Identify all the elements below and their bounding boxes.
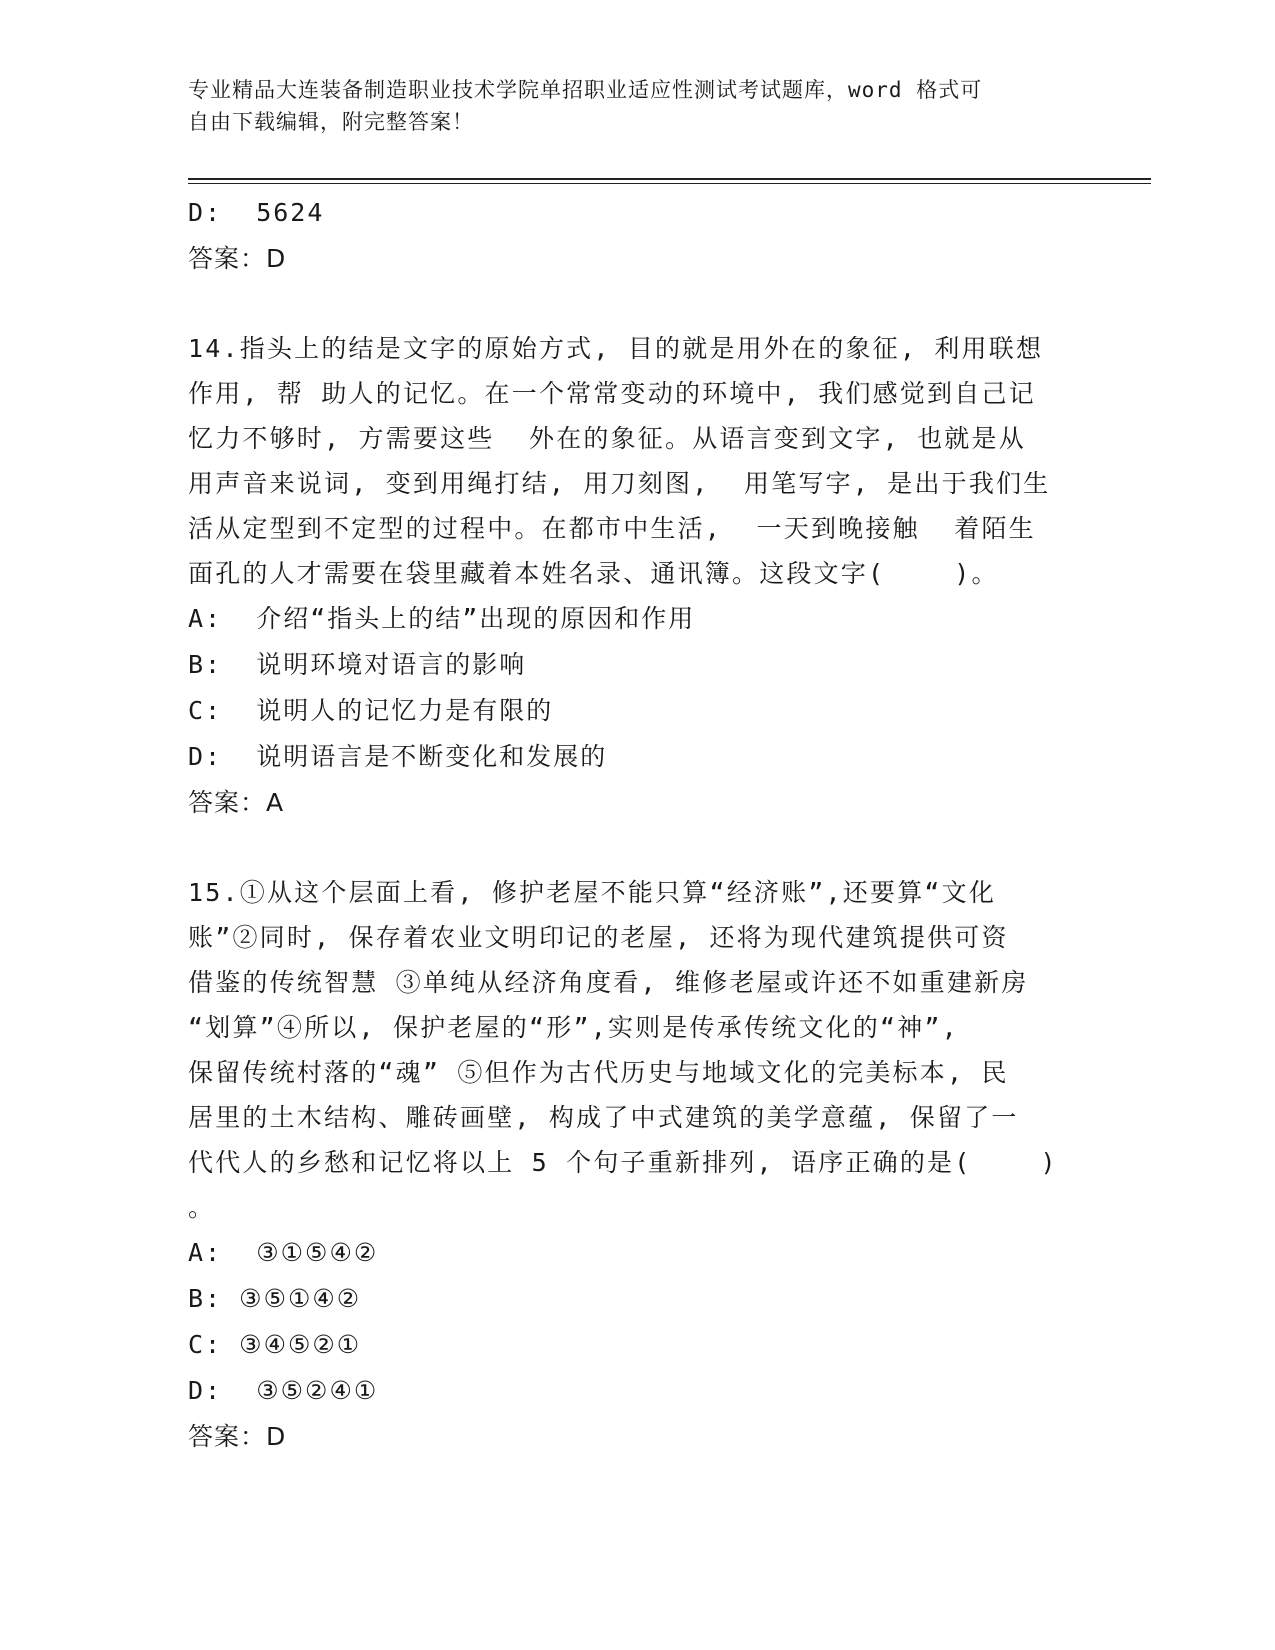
- question-14: [188, 326, 1088, 826]
- question-14-line: 作用, 帮 助人的记忆。在一个常常变动的环境中, 我们感觉到自己记: [188, 379, 1036, 408]
- question-14-line: 用声音来说词, 变到用绳打结, 用刀刻图, 用笔写字, 是出于我们生: [188, 469, 1051, 498]
- question-15-line: 代代人的乡愁和记忆将以上 5 个句子重新排列, 语序正确的是( ): [188, 1148, 1058, 1177]
- spacer: [188, 826, 1088, 870]
- question-15-answer: 答案：D: [188, 1422, 287, 1451]
- question-15-line: 15.①从这个层面上看, 修护老屋不能只算“经济账”,还要算“文化: [188, 878, 997, 907]
- header-rule-thick: [188, 178, 1151, 180]
- question-15-option-a: A: ③①⑤④②: [188, 1238, 379, 1267]
- question-14-line: 面孔的人才需要在袋里藏着本姓名录、通讯簿。这段文字( )。: [188, 559, 999, 588]
- prev-answer: 答案：D: [188, 244, 287, 273]
- spacer: [188, 282, 1088, 326]
- question-15-line: 。: [188, 1193, 216, 1222]
- document-header: [188, 74, 1068, 138]
- question-15-option-c: C: ③④⑤②①: [188, 1330, 362, 1359]
- question-15-line: 借鉴的传统智慧 ③单纯从经济角度看, 维修老屋或许还不如重建新房: [188, 968, 1029, 997]
- header-line-1: 专业精品大连装备制造职业技术学院单招职业适应性测试考试题库，word 格式可: [188, 78, 983, 102]
- question-15-line: 居里的土木结构、雕砖画壁, 构成了中式建筑的美学意蕴, 保留了一: [188, 1103, 1019, 1132]
- question-15: [188, 870, 1088, 1460]
- question-14-option-a: A: 介绍“指头上的结”出现的原因和作用: [188, 604, 696, 633]
- question-14-option-d: D: 说明语言是不断变化和发展的: [188, 742, 608, 771]
- question-14-option-b: B: 说明环境对语言的影响: [188, 650, 527, 679]
- question-14-line: 忆力不够时, 方需要这些 外在的象征。从语言变到文字, 也就是从: [188, 424, 1026, 453]
- question-14-option-c: C: 说明人的记忆力是有限的: [188, 696, 554, 725]
- header-rule-thin: [188, 183, 1151, 184]
- question-content: [188, 190, 1088, 1460]
- question-14-answer: 答案：A: [188, 788, 285, 817]
- header-line-2: 自由下载编辑，附完整答案！: [188, 110, 474, 134]
- question-14-line: 14.指头上的结是文字的原始方式, 目的就是用外在的象征, 利用联想: [188, 334, 1044, 363]
- question-15-line: 账”②同时, 保存着农业文明印记的老屋, 还将为现代建筑提供可资: [188, 923, 1009, 952]
- question-15-line: “划算”④所以, 保护老屋的“形”,实则是传承传统文化的“神”,: [188, 1013, 959, 1042]
- prev-option-d: D: 5624: [188, 198, 325, 227]
- question-14-line: 活从定型到不定型的过程中。在都市中生活, 一天到晚接触 着陌生: [188, 514, 1036, 543]
- question-15-option-d: D: ③⑤②④①: [188, 1376, 379, 1405]
- question-15-option-b: B: ③⑤①④②: [188, 1284, 362, 1313]
- question-15-line: 保留传统村落的“魂” ⑤但作为古代历史与地域文化的完美标本, 民: [188, 1058, 1009, 1087]
